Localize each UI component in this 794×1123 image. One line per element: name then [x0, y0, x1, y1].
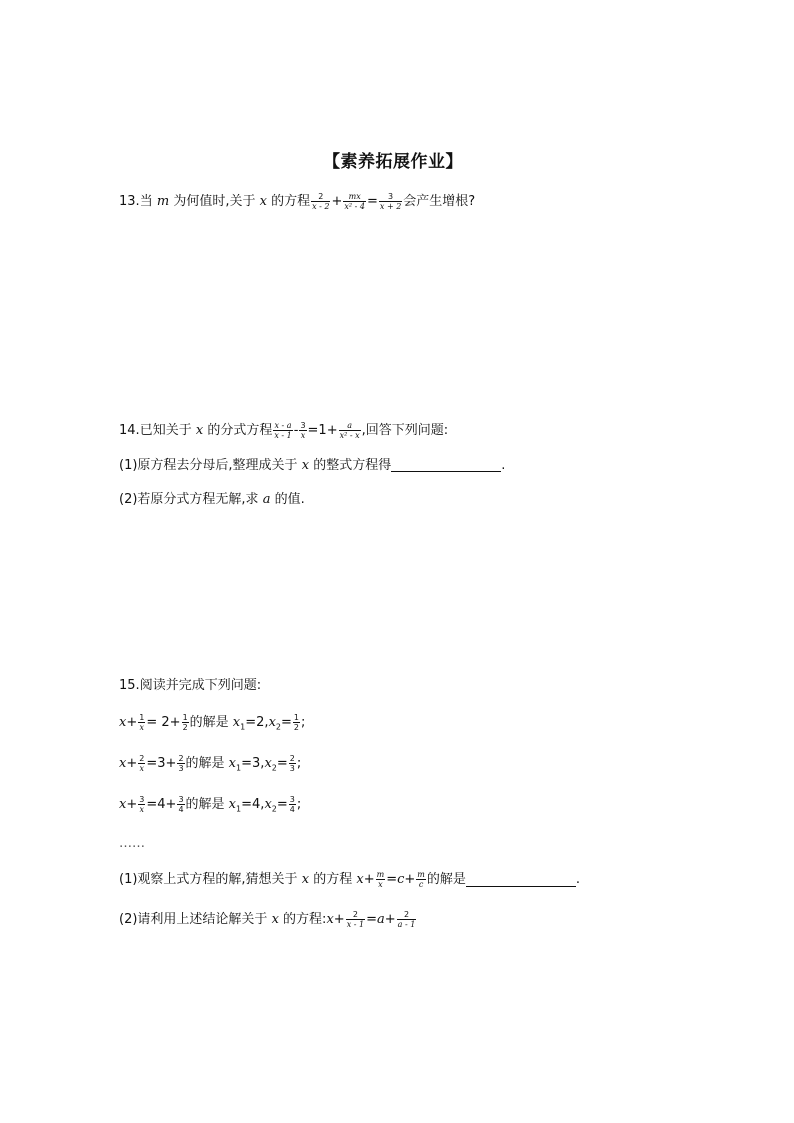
row-lhs-fraction: $\frac{2}{x}$: [139, 754, 145, 773]
q15-p1-lhs-fraction: $\frac{m}{x}$: [376, 870, 385, 889]
question-13: [119, 192, 475, 211]
q15-p1-var: x: [301, 872, 310, 887]
row-solution-2: $\frac{1}{2}$: [293, 713, 299, 732]
q14-fraction-3: $\frac{a}{\text{x² - x}}$: [339, 421, 360, 440]
q14-text: 的分式方程: [207, 423, 273, 438]
row-solution-1: 4: [252, 797, 261, 812]
minus-sign: -: [293, 423, 299, 438]
q14-part-2: [119, 492, 305, 508]
q15-intro: 阅读并完成下列问题:: [139, 678, 262, 693]
q13-var-m: m: [156, 194, 170, 209]
answer-blank[interactable]: [391, 470, 501, 472]
q14-p1-var: x: [301, 458, 310, 473]
q15-p1-rhs-var: c: [397, 872, 405, 887]
q13-fraction-3: $\frac{3}{x + 2}$: [379, 192, 402, 211]
section-title: 【素养拓展作业】: [323, 152, 463, 172]
q13-text: 为何值时,关于: [173, 194, 256, 209]
q14-fraction-2: $\frac{3}{x}$: [300, 421, 306, 440]
q14-var-x: x: [195, 423, 204, 438]
q15-p2-rhs-var: a: [376, 912, 385, 927]
period: .: [501, 458, 506, 473]
q14-text: ,回答下列问题:: [361, 423, 449, 438]
q15-part-2: (2)请利用上述结论解关于 x 的方程:x+ $\frac{2}{x - 1}$ =a+ $\frac{2}{a - 1}$: [119, 910, 416, 929]
q15-p1-label: (1)观察上式方程的解,猜想关于: [119, 872, 298, 887]
q15-p2-rhs-fraction: $\frac{2}{a - 1}$: [397, 910, 416, 929]
q14-p2-tail: 的值.: [274, 492, 305, 507]
q14-p1-label: (1)原方程去分母后,整理成关于: [119, 458, 298, 473]
q14-p2-var: a: [262, 492, 271, 507]
q13-var-x: x: [259, 194, 267, 209]
period: .: [575, 872, 581, 887]
equals-sign: =: [367, 194, 378, 209]
row-solution-1: 2: [256, 715, 265, 730]
q15-part-1: (1)观察上式方程的解,猜想关于 x 的方程 x+ $\frac{m}{x}$ =c+ $\frac{m}{c}$ 的解是 .: [119, 870, 581, 889]
plus-sign: +: [331, 194, 343, 209]
q15-p1-rhs-fraction: $\frac{m}{c}$: [417, 870, 425, 889]
q15-number: 15.: [119, 678, 140, 693]
row-solution-2: $\frac{2}{3}$: [289, 754, 295, 773]
row-rhs-fraction: $\frac{3}{4}$: [178, 795, 184, 814]
row-rhs-int: 2: [161, 715, 170, 730]
q14-p2-label: (2)若原分式方程无解,求: [119, 492, 259, 507]
q13-text: 会产生增根?: [403, 194, 476, 209]
q14-p1-tail: 的整式方程得: [313, 458, 392, 473]
q13-text: 的方程: [271, 194, 311, 209]
question-14: [119, 421, 448, 440]
q15-p2-label: (2)请利用上述结论解关于: [119, 912, 268, 927]
row-rhs-int: 4: [157, 797, 166, 812]
q15-p2-lhs-fraction: $\frac{2}{x - 1}$: [346, 910, 365, 929]
q14-number: 14.: [119, 423, 140, 438]
row-rhs-int: 3: [157, 756, 166, 771]
q14-part-1: [119, 458, 505, 474]
q15-row-3: x+ $\frac{3}{x}$ =4+ $\frac{3}{4}$ 的解是 $x_1=4,x_2=$ $\frac{3}{4}$ ;: [119, 795, 302, 814]
q15-p1-mid: 的方程: [313, 872, 353, 887]
q15-row-2: x+ $\frac{2}{x}$ =3+ $\frac{2}{3}$ 的解是 $x_1=3,x_2=$ $\frac{2}{3}$ ;: [119, 754, 302, 773]
ellipsis: ……: [119, 836, 145, 851]
q14-text: 已知关于: [139, 423, 192, 438]
answer-blank[interactable]: [466, 885, 576, 887]
q13-fraction-2: $\frac{mx}{\text{x² - 4}}$: [344, 192, 365, 211]
q15-p2-var: x: [271, 912, 279, 927]
q13-fraction-1: $\frac{2}{x - 2}$: [312, 192, 330, 211]
row-rhs-fraction: $\frac{2}{3}$: [178, 754, 184, 773]
q14-fraction-1: $\frac{x - a}{x - 1}$: [274, 421, 292, 440]
q13-number: 13.: [119, 194, 140, 209]
q15-p1-tail: 的解是: [426, 872, 466, 887]
row-rhs-fraction: $\frac{1}{2}$: [182, 713, 188, 732]
q15-p2-mid: 的方程:: [283, 912, 327, 927]
row-solution-2: $\frac{3}{4}$: [289, 795, 295, 814]
row-solution-1: 3: [252, 756, 261, 771]
q14-text: =1+: [307, 423, 338, 438]
question-15: [119, 678, 261, 694]
q15-row-1: x+ $\frac{1}{x}$ = 2+ $\frac{1}{2}$ 的解是 $x_1=2,x_2=$ $\frac{1}{2}$ ;: [119, 713, 306, 732]
q13-text: 当: [139, 194, 153, 209]
row-lhs-fraction: $\frac{3}{x}$: [139, 795, 145, 814]
row-lhs-fraction: $\frac{1}{x}$: [139, 713, 145, 732]
